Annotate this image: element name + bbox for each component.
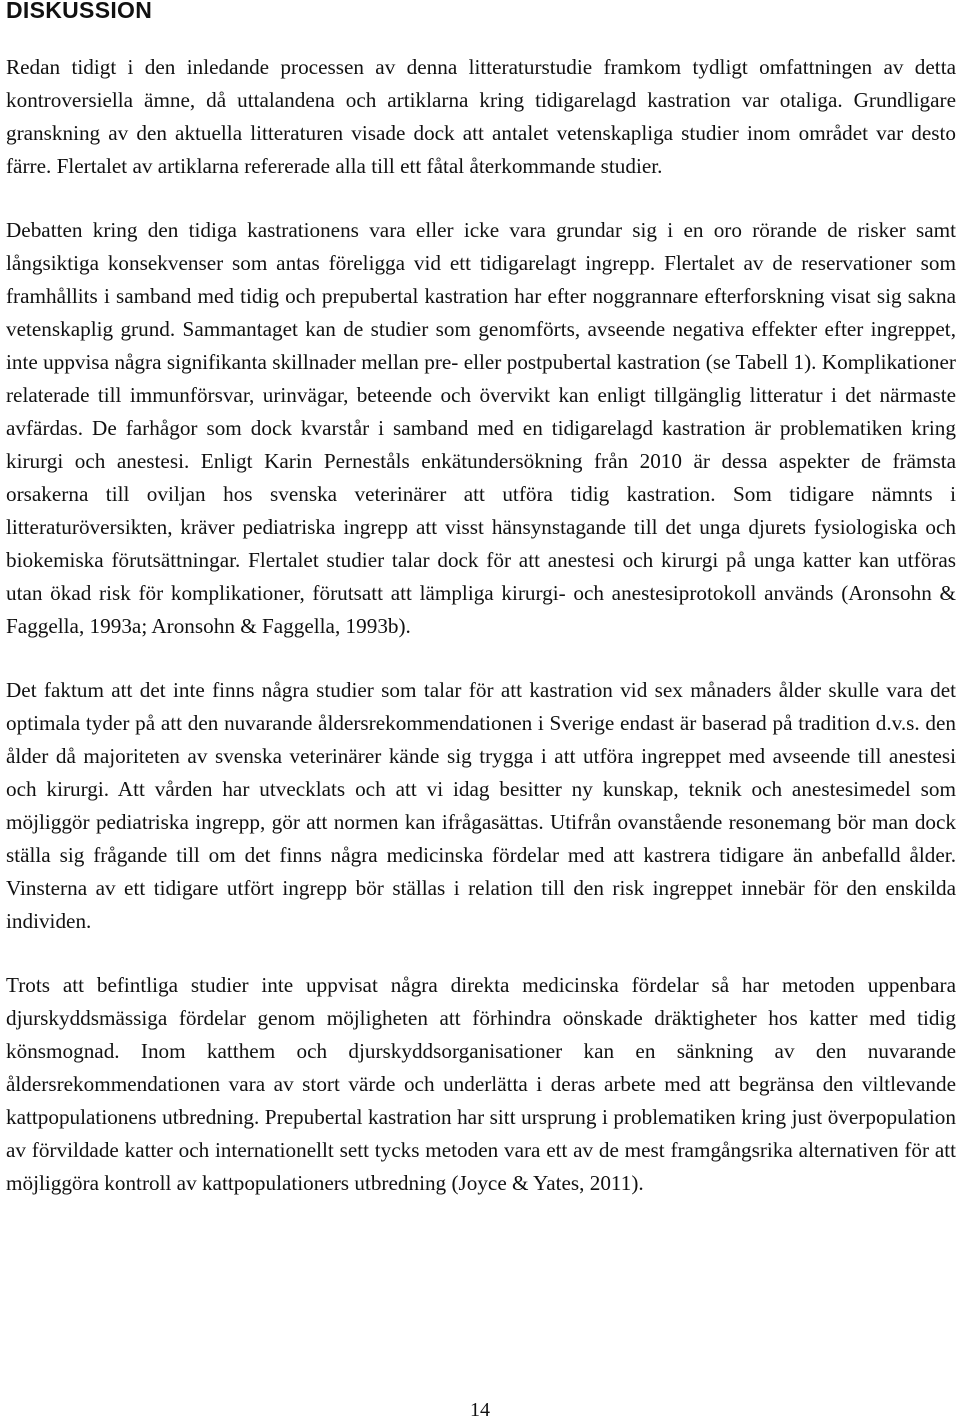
paragraph-1: Redan tidigt i den inledande processen av denna litteraturstudie framkom tydligt omfattningen av detta kontroversiella ämne, då uttalandena och artiklarna kring tidigarelagd kastration var otaliga. Grundligare granskning av den aktuella litteraturen visade dock att antalet vetenskapliga studier inom området var desto färre. Flertalet av artiklarna refererade alla till ett fåtal återkommande studier. — [6, 55, 956, 178]
section-heading: DISKUSSION — [6, 0, 153, 23]
page-number: 14 — [470, 1399, 490, 1421]
paragraph-4: Trots att befintliga studier inte uppvisat några direkta medicinska fördelar så har metoden uppenbara djurskyddsmässiga fördelar genom möjligheten att förhindra oönskade dräktigheter hos katter med tidig könsmognad. Inom katthem och djurskyddsorganisationer kan en sänkning av den nuvarande åldersrekommendationen vara av stort värde och underlätta i deras arbete med att begränsa den viltlevande kattpopulationens utbredning. Prepubertal kastration har sitt ursprung i problematiken kring just överpopulation av förvildade katter och internationellt sett tycks metoden vara ett av de mest framgångsrika alternativen för att möjliggöra kontroll av kattpopulationers utbredning (Joyce & Yates, 2011). — [6, 973, 956, 1195]
section-body — [6, 51, 956, 1231]
paragraph-2: Debatten kring den tidiga kastrationens vara eller icke vara grundar sig i en oro rörande de risker samt långsiktiga konsekvenser som antas föreligga vid ett tidigarelagt ingrepp. Flertalet av de reservationer som framhållits i samband med tidig och prepubertal kastration har efter noggrannare efterforskning visat sig sakna vetenskaplig grund. Sammantaget kan de studier som genomförts, avseende negativa effekter efter ingreppet, inte uppvisa några signifikanta skillnader mellan pre- eller postpubertal kastration (se Tabell 1). Komplikationer relaterade till immunförsvar, urinvägar, beteende och övervikt kan enligt tillgänglig litteratur i det närmaste avfärdas. De farhågor som dock kvarstår i samband med en tidigarelagd kastration är problematiken kring kirurgi och anestesi. Enligt Karin Perneståls enkätundersökning från 2010 är dessa aspekter de främsta orsakerna till oviljan hos svenska veterinärer att utföra tidig kastration. Som tidigare nämnts i litteraturöversikten, kräver pediatriska ingrepp att visst hänsynstagande till det unga djurets fysiologiska och biokemiska förutsättningar. Flertalet studier talar dock för att anestesi och kirurgi på unga katter kan utföras utan ökad risk för komplikationer, förutsatt att lämpliga kirurgi- och anestesiprotokoll används (Aronsohn & Faggella, 1993a; Aronsohn & Faggella, 1993b). — [6, 218, 956, 638]
paragraph-3: Det faktum att det inte finns några studier som talar för att kastration vid sex månaders ålder skulle vara det optimala tyder på att den nuvarande åldersrekommendationen i Sverige endast är baserad på tradition d.v.s. den ålder då majoriteten av svenska veterinärer kände sig trygga i att utföra ingreppet med avseende till anestesi och kirurgi. Att vården har utvecklats och att vi idag besitter ny kunskap, teknik och anestesimedel som möjliggör pediatriska ingrepp, gör att normen kan ifrågasättas. Utifrån ovanstående resonemang bör man dock ställa sig frågande till om det finns några medicinska fördelar med att kastrera tidigare än anbefalld ålder. Vinsterna av ett tidigare utfört ingrepp bör ställas i relation till den risk ingreppet innebär för den enskilda individen. — [6, 678, 956, 933]
